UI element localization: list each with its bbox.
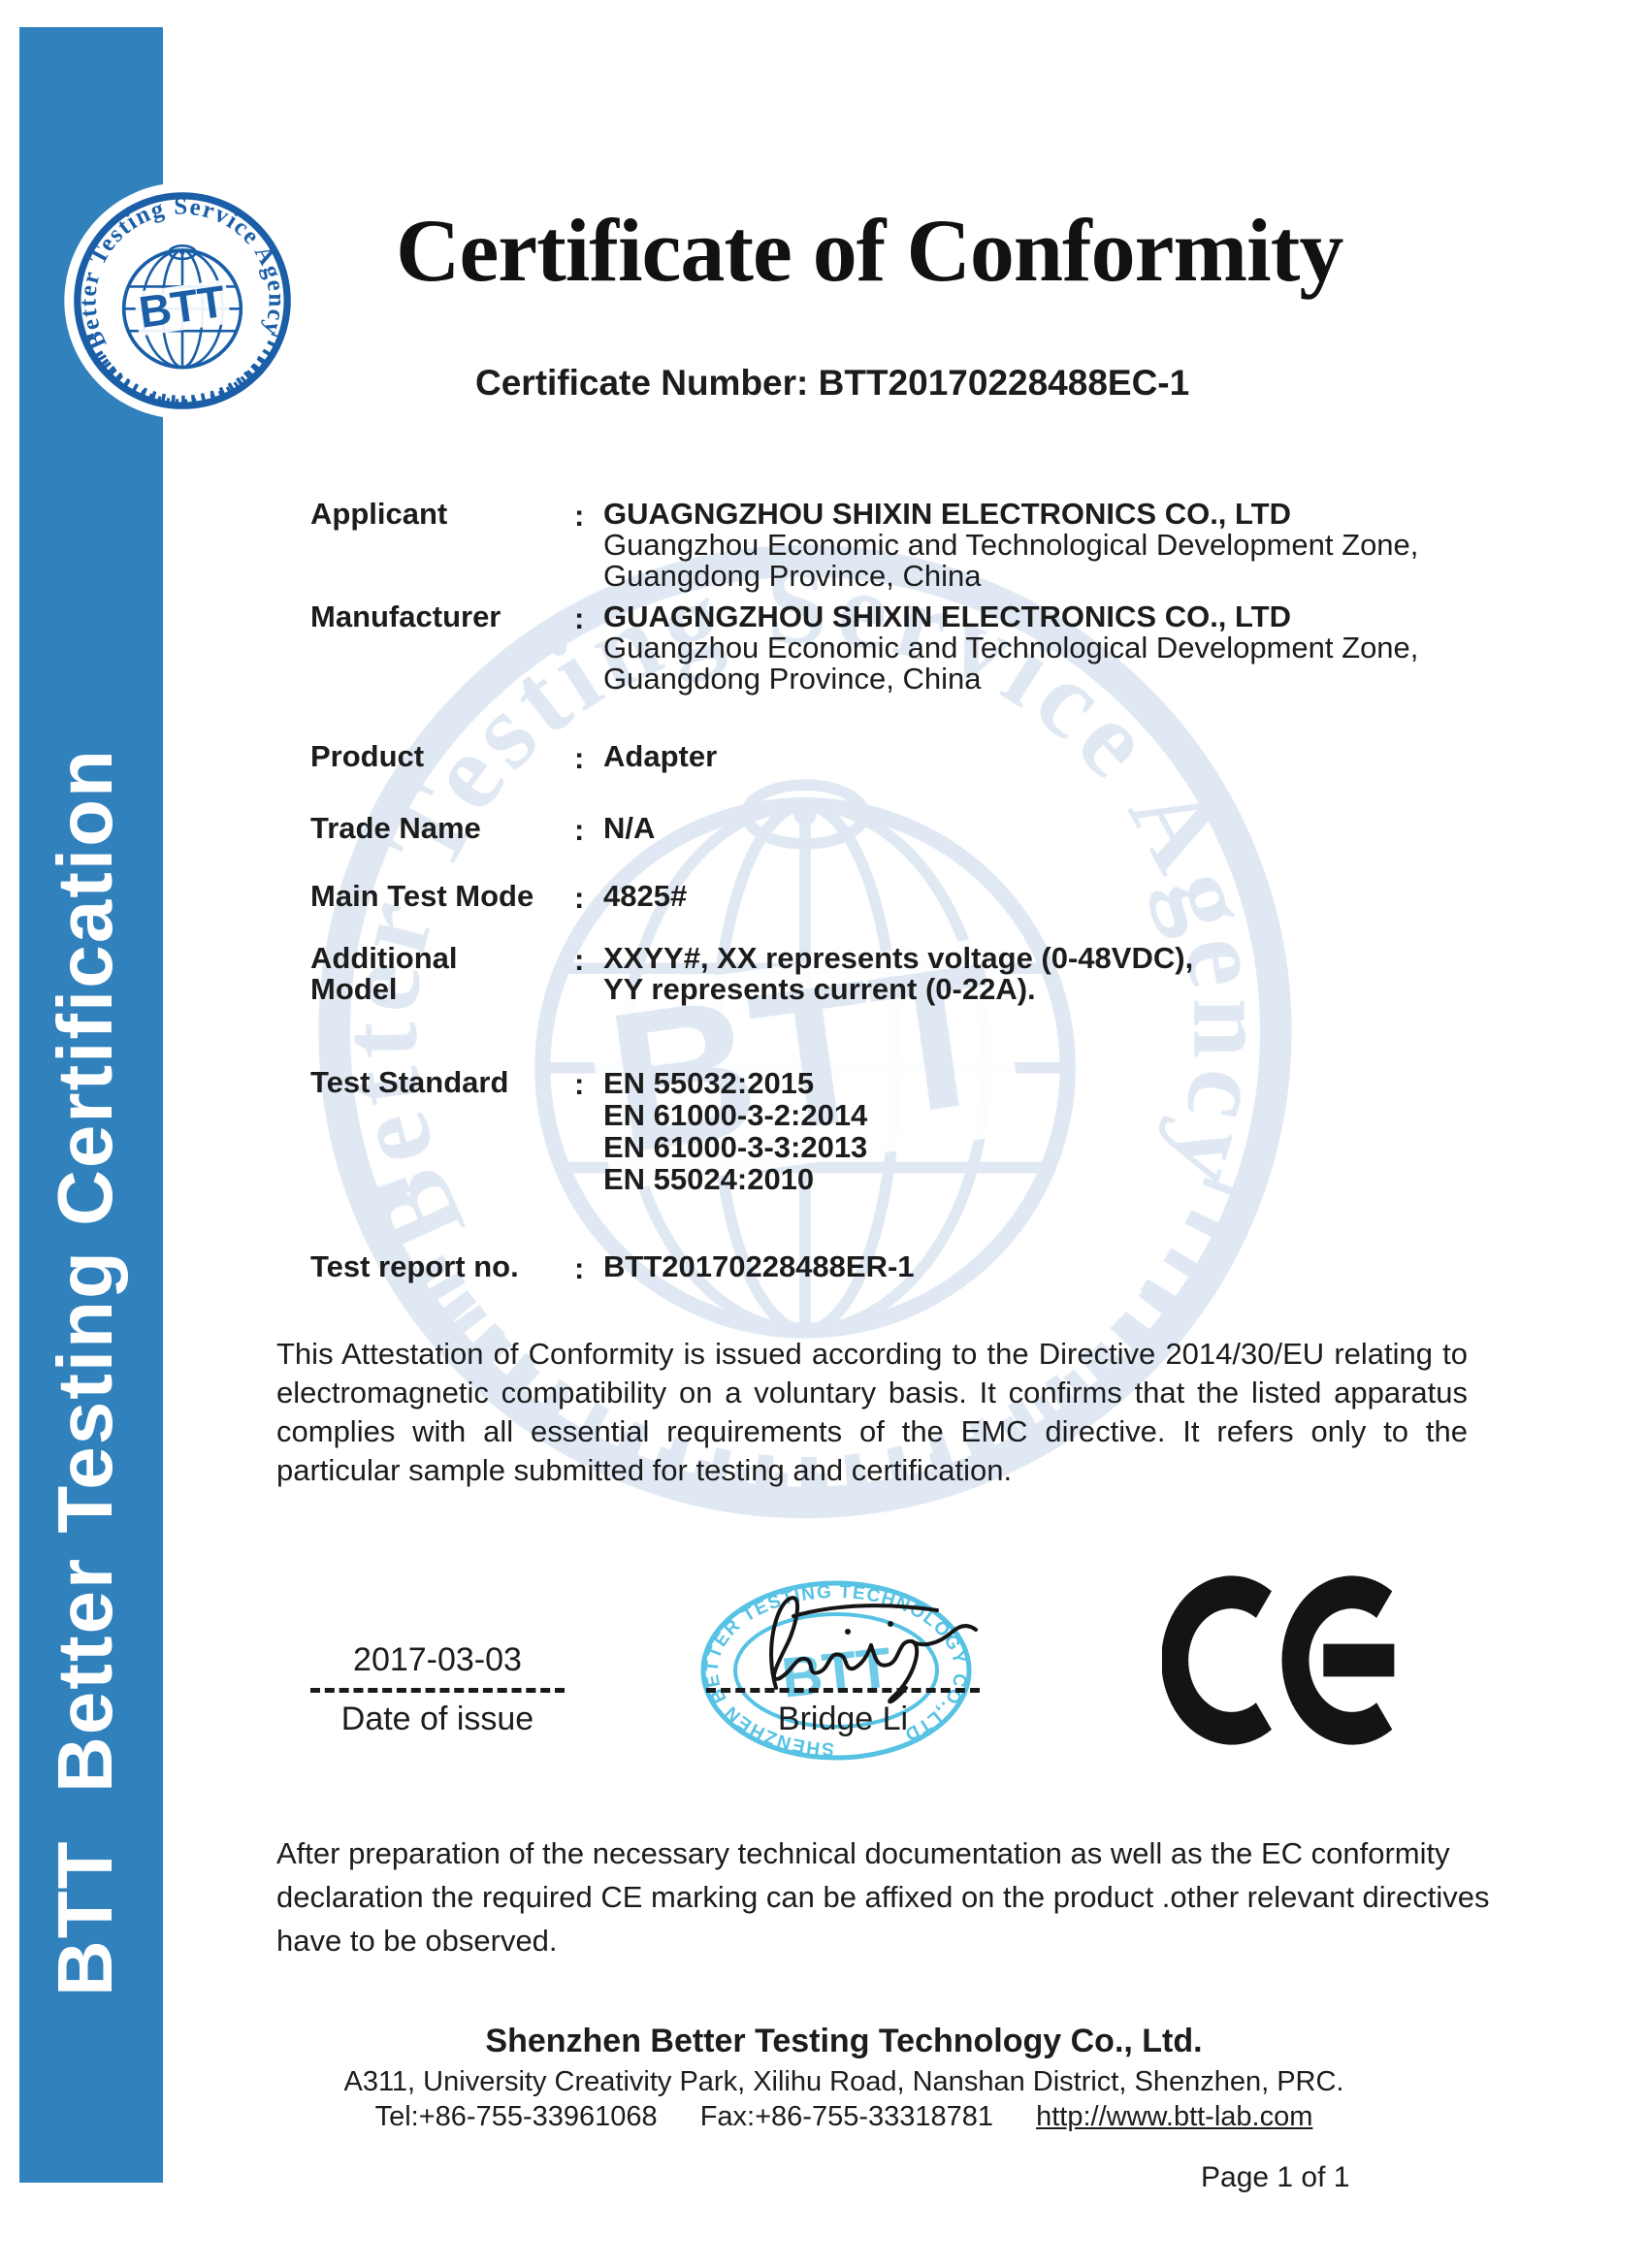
side-band-text: BTT Better Testing Certification	[42, 748, 128, 1996]
attestation-paragraph: This Attestation of Conformity is issued according to the Directive 2014/30/EU relating to electromagnetic compatibility on a voluntary basis. It confirms that the listed apparatus complies with all essential requirements of the EMC directive. It refers only to the particular sample submitted for testing and certification.	[276, 1337, 1468, 1487]
stamp-center-text: BTT	[778, 1636, 894, 1710]
issue-date-label: Date of issue	[340, 1701, 534, 1737]
field-label: Main Test Mode	[310, 879, 534, 913]
field-value: EN 55032:2015	[603, 1066, 815, 1100]
colon: :	[574, 881, 585, 915]
field-value: EN 61000-3-2:2014	[603, 1098, 868, 1132]
ce-mark-icon	[1162, 1568, 1426, 1754]
field-label: Additional	[310, 941, 458, 975]
date-divider	[310, 1688, 565, 1693]
field-label: Applicant	[310, 497, 448, 531]
colon: :	[574, 741, 585, 775]
colon: :	[574, 943, 585, 977]
colon: :	[574, 499, 585, 533]
footer-address: A311, University Creativity Park, Xilihu Road, Nanshan District, Shenzhen, PRC.	[343, 2066, 1344, 2097]
issue-date: 2017-03-03	[353, 1641, 522, 1678]
footer-url: http://www.btt-lab.com	[1036, 2101, 1313, 2132]
field-value: EN 55024:2010	[603, 1162, 815, 1196]
field-value: Adapter	[603, 739, 718, 773]
field-value: GUAGNGZHOU SHIXIN ELECTRONICS CO., LTD	[603, 497, 1291, 531]
field-label: Manufacturer	[310, 599, 501, 633]
field-value: EN 61000-3-3:2013	[603, 1130, 868, 1164]
colon: :	[574, 601, 585, 635]
certificate-number: Certificate Number: BTT20170228488EC-1	[475, 363, 1190, 403]
colon: :	[574, 1251, 585, 1285]
field-label: Product	[310, 739, 425, 773]
btt-logo-icon	[61, 175, 304, 427]
field-value: XXYY#, XX represents voltage (0-48VDC),	[603, 941, 1194, 975]
field-label: Trade Name	[310, 811, 481, 845]
field-value: Guangdong Province, China	[603, 559, 982, 593]
signer-name: Bridge Li	[777, 1701, 909, 1737]
colon: :	[574, 813, 585, 847]
field-value: YY represents current (0-22A).	[603, 972, 1036, 1006]
footer-company: Shenzhen Better Testing Technology Co., Ltd.	[485, 2023, 1203, 2059]
field-label: Test Standard	[310, 1065, 509, 1099]
page-title: Certificate of Conformity	[396, 201, 1343, 300]
field-value: BTT20170228488ER-1	[603, 1249, 915, 1283]
signature-divider	[706, 1688, 980, 1693]
field-value: N/A	[603, 811, 656, 845]
page-indicator: Page 1 of 1	[1201, 2161, 1350, 2193]
field-label: Model	[310, 972, 398, 1006]
colon: :	[574, 1067, 585, 1101]
field-value: 4825#	[603, 879, 688, 913]
field-value: Guangdong Province, China	[603, 662, 982, 696]
footer-fax: Fax:+86-755-33318781	[699, 2101, 994, 2132]
stamp-ring-text: SHENZHEN BETTER TESTING TECHNOLOGY CO.,LTD	[701, 1581, 971, 1760]
field-value: Guangzhou Economic and Technological Development Zone,	[603, 631, 1419, 664]
field-label: Test report no.	[310, 1249, 519, 1283]
field-value: Guangzhou Economic and Technological Development Zone,	[603, 528, 1419, 562]
footer-contact	[228, 2101, 1460, 2133]
field-value: GUAGNGZHOU SHIXIN ELECTRONICS CO., LTD	[603, 599, 1291, 633]
post-statement: After preparation of the necessary technical documentation as well as the EC conformity declaration the required CE marking can be affixed on the product .other relevant directives have to be observed.	[276, 1836, 1490, 1958]
footer-tel: Tel:+86-755-33961068	[374, 2101, 658, 2132]
